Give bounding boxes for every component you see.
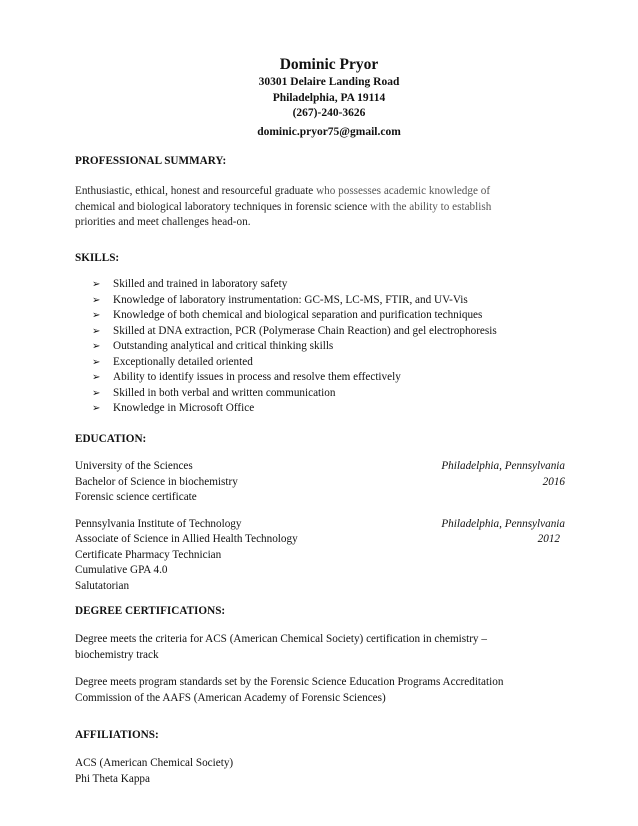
summary-title: PROFESSIONAL SUMMARY:: [75, 155, 227, 167]
education-section: [75, 432, 565, 594]
education-school-2: [75, 517, 565, 595]
summary-section: [75, 154, 565, 231]
skills-list: [75, 277, 565, 417]
education-detail: Salutatorian: [75, 579, 130, 592]
bullet-arrow-icon: ➢: [92, 372, 101, 383]
bullet-arrow-icon: ➢: [92, 310, 101, 321]
certifications-section: [75, 604, 565, 706]
skill-item: [75, 324, 565, 340]
certification-paragraph-1: [75, 632, 565, 663]
skill-item: [75, 308, 565, 324]
affiliation-item: ACS (American Chemical Society): [75, 757, 234, 769]
bullet-arrow-icon: ➢: [92, 356, 101, 368]
summary-text: [75, 184, 565, 231]
bullet-arrow-icon: ➢: [92, 279, 101, 290]
education-title: EDUCATION:: [75, 433, 147, 445]
certification-line: biochemistry track: [75, 648, 159, 661]
certifications-title: DEGREE CERTIFICATIONS:: [75, 605, 226, 617]
skill-item: [75, 339, 565, 355]
school-location: Philadelphia, Pennsylvania: [441, 460, 565, 472]
candidate-name: Dominic Pryor: [279, 56, 379, 73]
affiliations-section: [75, 728, 565, 787]
skill-text: Exceptionally detailed oriented: [113, 355, 253, 368]
address-line: 30301 Delaire Landing Road: [258, 76, 400, 88]
affiliations-title: AFFILIATIONS:: [75, 729, 159, 741]
graduation-year: 2012: [537, 533, 560, 545]
certification-paragraph-2: [75, 675, 565, 706]
bullet-arrow-icon: ➢: [92, 387, 101, 399]
bullet-arrow-icon: ➢: [92, 325, 101, 337]
summary-line1b: who possesses academic knowledge of: [316, 185, 491, 197]
skill-text: Knowledge of laboratory instrumentation: GC-MS, LC-MS, FTIR, and UV-Vis: [113, 293, 468, 306]
skill-text: Knowledge of both chemical and biological separation and purification techniques: [113, 309, 483, 321]
skills-title: SKILLS:: [75, 252, 120, 264]
skill-item: [75, 355, 565, 371]
skill-item: [75, 277, 565, 293]
skill-text: Skilled and trained in laboratory safety: [113, 278, 288, 290]
affiliations-list: [75, 756, 565, 787]
email-line: dominic.pryor75@gmail.com: [257, 125, 401, 138]
skill-text: Skilled in both verbal and written communication: [113, 386, 336, 399]
skill-text: Knowledge in Microsoft Office: [113, 402, 255, 414]
education-detail: Certificate Pharmacy Technician: [75, 548, 222, 561]
certification-line: Degree meets the criteria for ACS (American Chemical Society) certification in chemistry –: [75, 633, 487, 645]
city-line: Philadelphia, PA 19114: [272, 91, 386, 104]
school-location: Philadelphia, Pennsylvania: [441, 517, 565, 530]
education-detail: Forensic science certificate: [75, 491, 197, 503]
school-name: Pennsylvania Institute of Technology: [75, 517, 242, 530]
bullet-arrow-icon: ➢: [92, 294, 101, 306]
skill-item: [75, 293, 565, 309]
skill-item: [75, 370, 565, 386]
phone-line: (267)-240-3626: [292, 107, 366, 119]
skill-item: [75, 401, 565, 417]
skill-text: Ability to identify issues in process and resolve them effectively: [113, 371, 401, 383]
resume-header: [0, 55, 638, 140]
education-detail: Cumulative GPA 4.0: [75, 564, 168, 576]
skill-text: Outstanding analytical and critical thinking skills: [113, 340, 334, 352]
summary-line2a: chemical and biological laboratory techniques in forensic science: [75, 200, 371, 213]
school-name: University of the Sciences: [75, 460, 193, 472]
certification-line: Degree meets program standards set by the Forensic Science Education Programs Accreditation: [75, 676, 504, 688]
education-school-1: [75, 459, 565, 506]
skill-item: [75, 386, 565, 402]
skills-section: [75, 251, 565, 417]
degree-name: Bachelor of Science in biochemistry: [75, 475, 238, 488]
certification-line: Commission of the AAFS (American Academy of Forensic Sciences): [75, 691, 386, 704]
affiliation-item: Phi Theta Kappa: [75, 772, 150, 785]
summary-line2b: with the ability to establish: [370, 200, 492, 213]
summary-line1a: Enthusiastic, ethical, honest and resourceful graduate: [75, 185, 317, 197]
skill-text: Skilled at DNA extraction, PCR (Polymerase Chain Reaction) and gel electrophoresis: [113, 324, 497, 337]
degree-name: Associate of Science in Allied Health Technology: [75, 533, 298, 545]
bullet-arrow-icon: ➢: [92, 403, 101, 414]
bullet-arrow-icon: ➢: [92, 341, 101, 352]
graduation-year: 2016: [542, 475, 565, 488]
summary-line3: priorities and meet challenges head-on.: [75, 216, 251, 228]
